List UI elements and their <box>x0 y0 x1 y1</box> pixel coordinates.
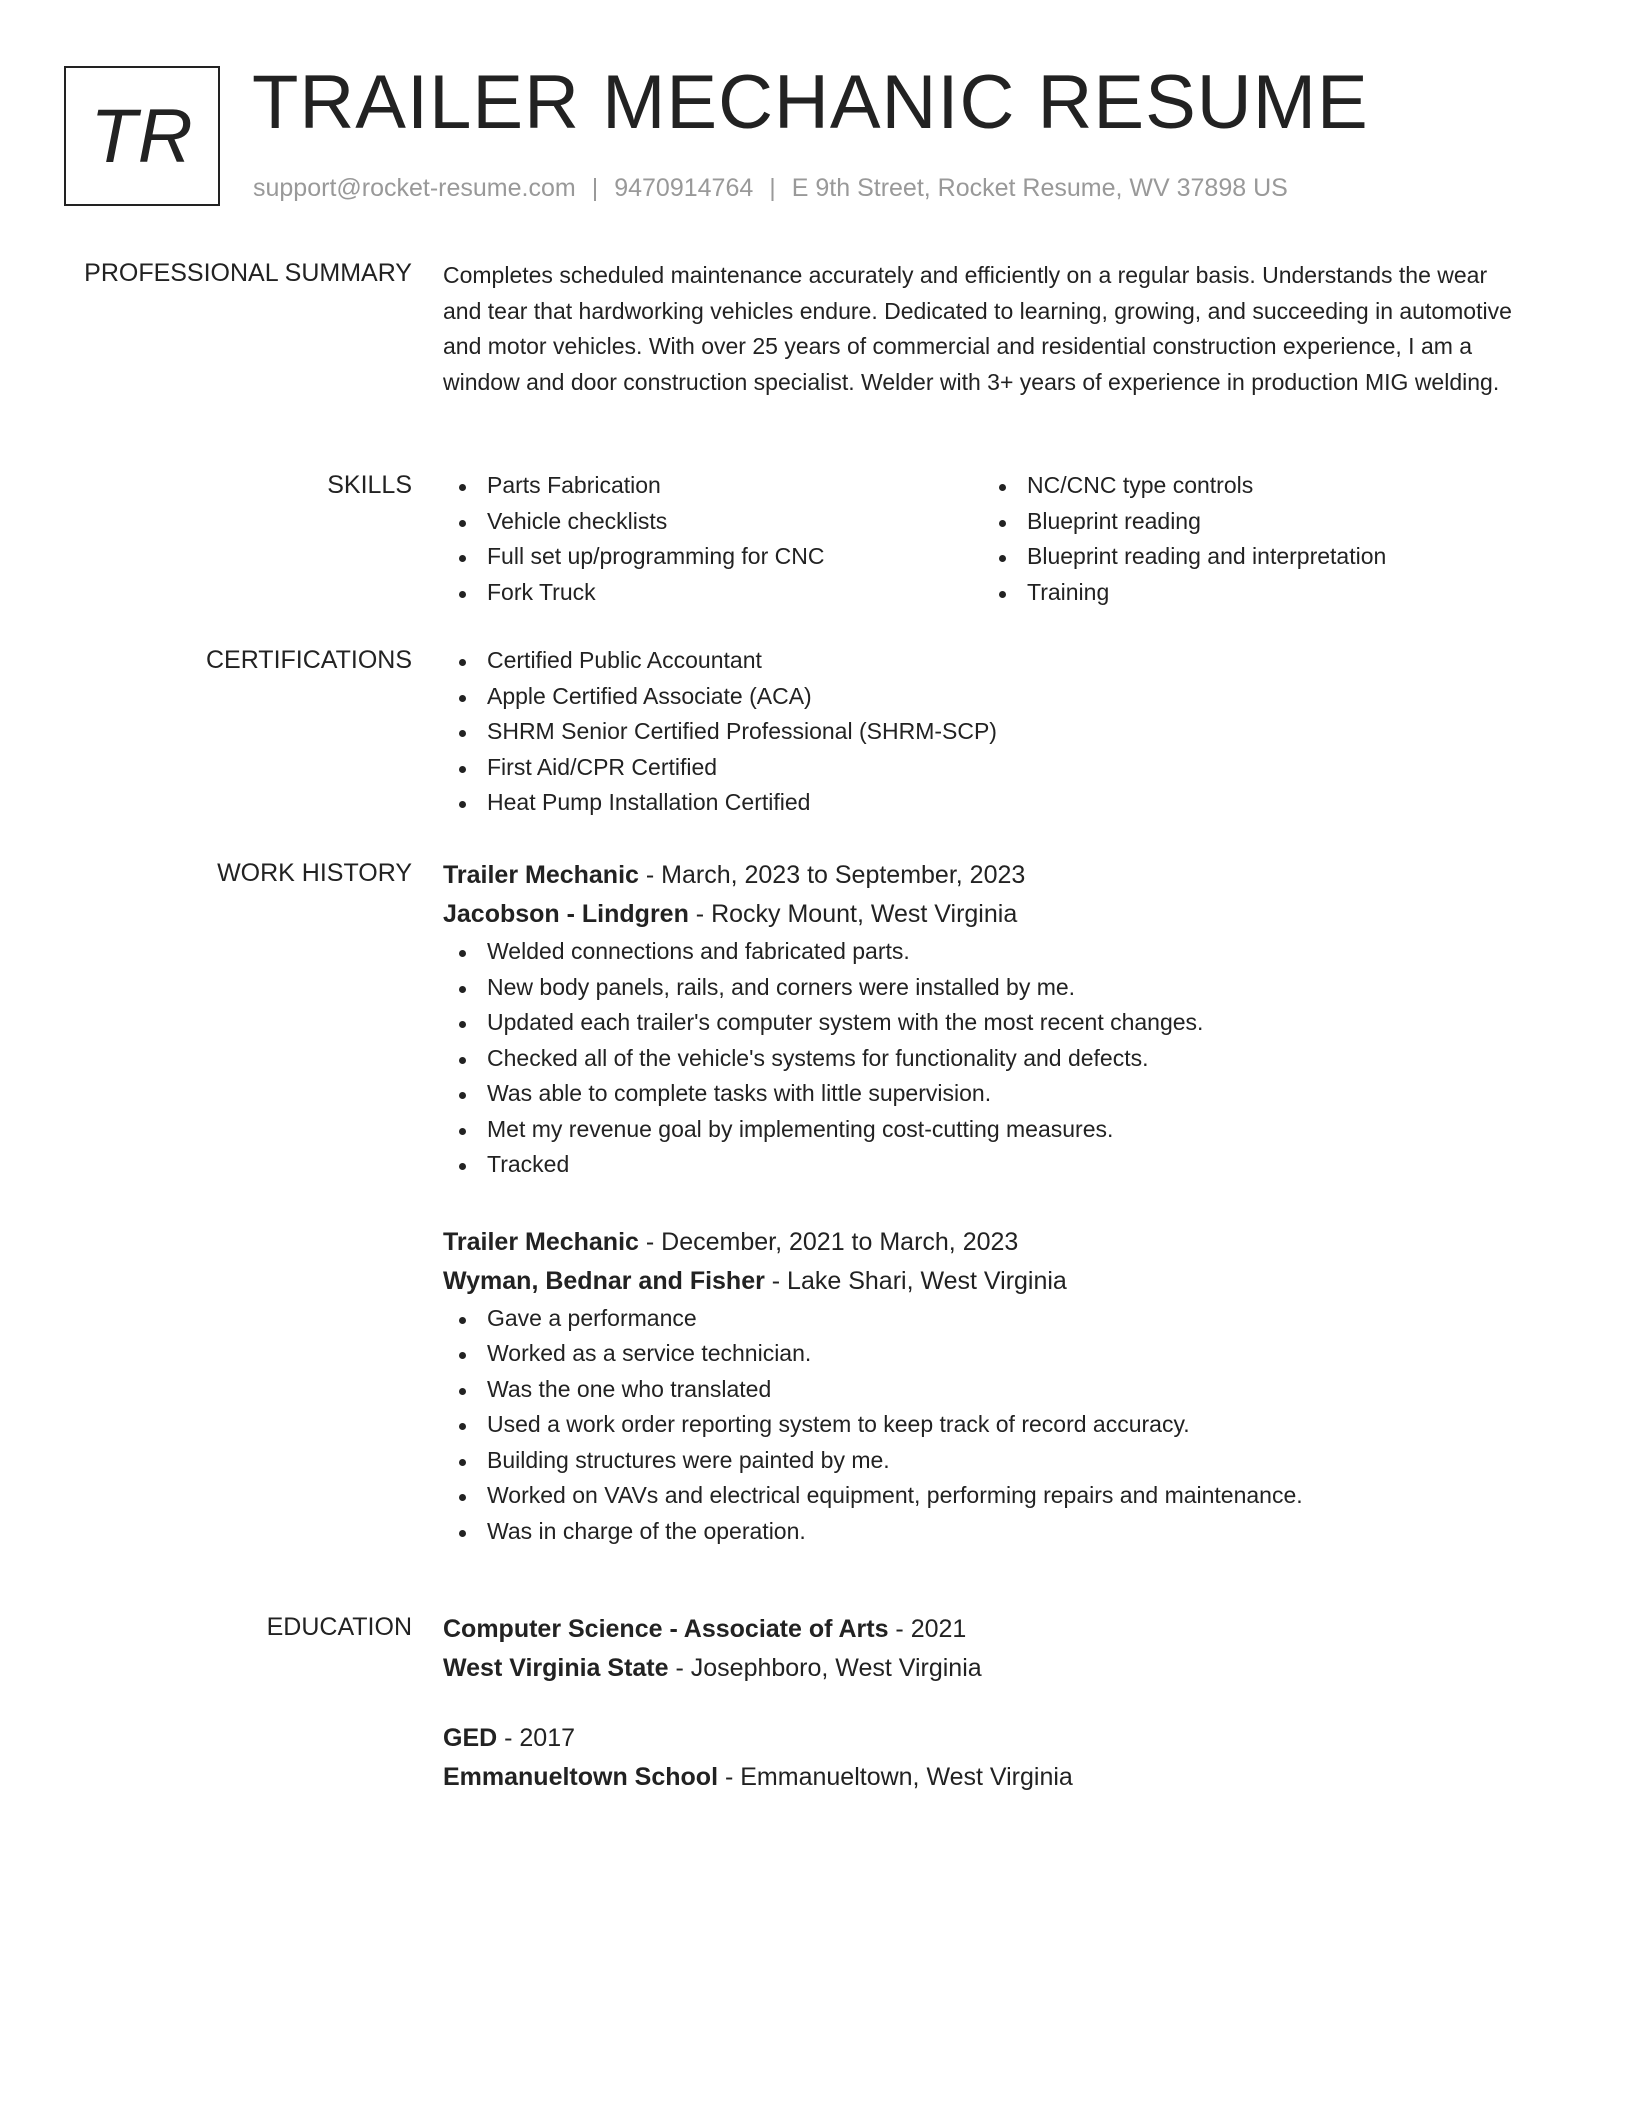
skills-left-column <box>443 468 983 610</box>
summary-body <box>443 256 1523 400</box>
list-item: Worked on VAVs and electrical equipment, performing repairs and maintenance. <box>443 1478 1523 1514</box>
list-item: NC/CNC type controls <box>983 468 1523 504</box>
education-degree-line <box>443 1719 1523 1758</box>
section-label-skills: SKILLS <box>327 471 412 499</box>
education-entry <box>443 1610 1523 1688</box>
job-title: Trailer Mechanic <box>443 861 639 889</box>
list-item: Was the one who translated <box>443 1372 1523 1408</box>
list-item: Blueprint reading <box>983 504 1523 540</box>
list-item: Was able to complete tasks with little supervision. <box>443 1076 1523 1112</box>
contact-separator: | <box>591 174 599 202</box>
education-degree-line <box>443 1610 1523 1649</box>
list-item: Training <box>983 575 1523 611</box>
contact-email: support@rocket-resume.com <box>253 174 576 202</box>
education-school: Emmanueltown School <box>443 1763 719 1791</box>
job-title-line <box>443 856 1523 895</box>
job-entry <box>443 1223 1523 1550</box>
job-dates: - December, 2021 to March, 2023 <box>638 1227 1019 1256</box>
job-company: Jacobson - Lindgren <box>443 900 689 928</box>
job-company-line <box>443 895 1523 934</box>
education-school: West Virginia State <box>443 1654 669 1682</box>
list-item: SHRM Senior Certified Professional (SHRM-SCP) <box>443 714 1523 750</box>
job-company: Wyman, Bednar and Fisher <box>443 1266 765 1295</box>
section-label-education: EDUCATION <box>266 1613 412 1641</box>
job-location: - Lake Shari, West Virginia <box>764 1266 1067 1295</box>
job-bullets <box>443 934 1523 1183</box>
job-title: Trailer Mechanic <box>443 1227 639 1256</box>
list-item: Worked as a service technician. <box>443 1336 1523 1372</box>
education-location: - Josephboro, West Virginia <box>668 1654 982 1682</box>
education-degree: Computer Science - Associate of Arts <box>443 1615 889 1643</box>
job-entry <box>443 856 1523 1183</box>
education-year: - 2017 <box>497 1724 576 1752</box>
work-body <box>443 856 1523 1549</box>
education-school-line <box>443 1649 1523 1688</box>
list-item: Updated each trailer's computer system with the most recent changes. <box>443 1005 1523 1041</box>
skills-body <box>443 468 1523 610</box>
job-company-line <box>443 1262 1523 1301</box>
education-degree: GED <box>443 1724 498 1752</box>
list-item: Parts Fabrication <box>443 468 983 504</box>
list-item: Tracked <box>443 1147 1523 1183</box>
list-item: Welded connections and fabricated parts. <box>443 934 1523 970</box>
list-item: Full set up/programming for CNC <box>443 539 983 575</box>
certifications-body <box>443 643 1523 821</box>
list-item: Apple Certified Associate (ACA) <box>443 679 1523 715</box>
section-label-summary: PROFESSIONAL SUMMARY <box>84 259 412 287</box>
job-dates: - March, 2023 to September, 2023 <box>638 861 1026 889</box>
contact-line <box>253 174 1288 203</box>
job-location: - Rocky Mount, West Virginia <box>688 900 1018 928</box>
education-entry <box>443 1719 1523 1797</box>
resume-title: TRAILER MECHANIC RESUME <box>252 60 1369 145</box>
job-title-line <box>443 1223 1523 1262</box>
job-bullets <box>443 1301 1523 1550</box>
list-item: Used a work order reporting system to keep track of record accuracy. <box>443 1407 1523 1443</box>
monogram-initials: TR <box>90 93 194 179</box>
education-body <box>443 1610 1523 1797</box>
list-item: Was in charge of the operation. <box>443 1514 1523 1550</box>
list-item: Fork Truck <box>443 575 983 611</box>
list-item: Blueprint reading and interpretation <box>983 539 1523 575</box>
section-label-work: WORK HISTORY <box>217 859 412 887</box>
list-item: Building structures were painted by me. <box>443 1443 1523 1479</box>
list-item: Vehicle checklists <box>443 504 983 540</box>
list-item: Checked all of the vehicle's systems for functionality and defects. <box>443 1041 1523 1077</box>
list-item: First Aid/CPR Certified <box>443 750 1523 786</box>
certifications-list <box>443 643 1523 821</box>
list-item: Gave a performance <box>443 1301 1523 1337</box>
section-label-certifications: CERTIFICATIONS <box>205 646 412 674</box>
skills-grid <box>443 468 1523 610</box>
contact-phone: 9470914764 <box>614 174 754 202</box>
education-location: - Emmanueltown, West Virginia <box>718 1763 1073 1791</box>
skills-right-column <box>983 468 1523 610</box>
list-item: Certified Public Accountant <box>443 643 1523 679</box>
contact-address: E 9th Street, Rocket Resume, WV 37898 US <box>791 174 1288 202</box>
education-year: - 2021 <box>888 1615 967 1643</box>
contact-separator: | <box>769 174 776 202</box>
list-item: Met my revenue goal by implementing cost-cutting measures. <box>443 1112 1523 1148</box>
list-item: New body panels, rails, and corners were installed by me. <box>443 970 1523 1006</box>
education-school-line <box>443 1758 1523 1797</box>
list-item: Heat Pump Installation Certified <box>443 785 1523 821</box>
summary-text: Completes scheduled maintenance accurately and efficiently on a regular basis. Understands the wear and tear that hardworking vehicles endure. Dedicated to learning, growing, and succeeding in automotive and motor vehicles. With over 25 years of commercial and residential construction experience, I am a window and door construction specialist. Welder with 3+ years of experience in production MIG welding. <box>443 262 1512 395</box>
monogram-box <box>64 66 220 206</box>
